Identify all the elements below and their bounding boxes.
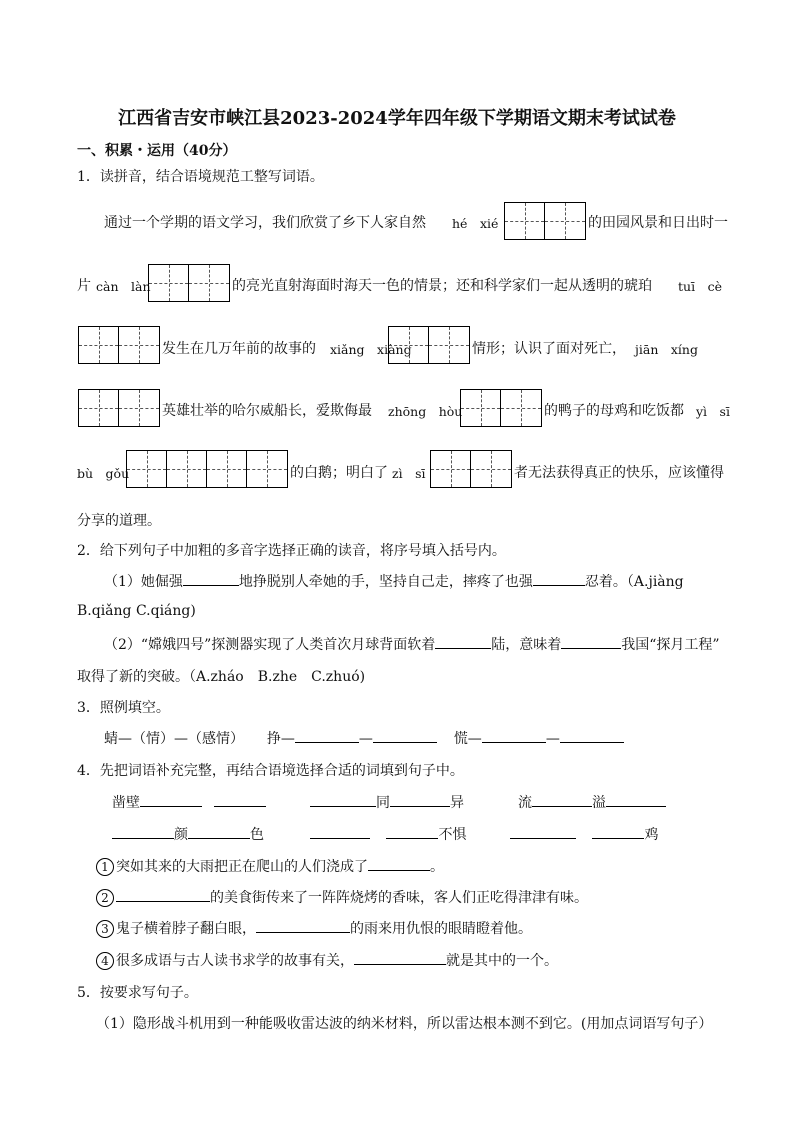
q4-i1-text: 突如其来的大雨把正在爬山的人们浇成了 <box>116 859 368 875</box>
q2-s2-part2: 陆，意味着 <box>491 637 562 653</box>
q1-line5-text-b: 者无法获得真正的快乐，应该懂得 <box>514 465 724 481</box>
pinyin-tuice: tuī cè <box>678 279 722 294</box>
q3-dash: — <box>545 731 560 747</box>
tianzige-box[interactable] <box>460 389 542 427</box>
answer-blank[interactable] <box>386 824 438 839</box>
q1-line4-text-b: 的鸭子的母鸡和吃饭都 <box>544 403 684 419</box>
answer-blank[interactable] <box>560 728 624 743</box>
pinyin-canlan: càn làn <box>96 279 151 294</box>
answer-blank[interactable] <box>532 792 592 807</box>
tianzige-box-4[interactable] <box>126 450 288 488</box>
q4-prompt: 4．先把词语补充完整，再结合语境选择合适的词填到句子中。 <box>77 763 464 779</box>
q4-i4-end: 就是其中的一个。 <box>446 953 558 969</box>
q4-w8: 不惧 <box>438 827 467 843</box>
tianzige-box[interactable] <box>78 326 160 364</box>
tianzige-box[interactable] <box>504 202 586 240</box>
q2-s1-part2: 地挣脱别人牵她的手，坚持自己走，摔疼了也强 <box>238 574 533 590</box>
q4-w2: 同 <box>376 795 390 811</box>
q1-line1-text: 通过一个学期的语文学习，我们欣赏了乡下人家自然 <box>104 215 426 231</box>
answer-blank[interactable] <box>295 728 359 743</box>
answer-blank[interactable] <box>116 887 210 902</box>
answer-blank[interactable] <box>188 824 250 839</box>
answer-blank[interactable] <box>310 824 370 839</box>
answer-blank[interactable] <box>354 950 446 965</box>
q4-word-4 <box>112 824 264 844</box>
pinyin-jianxing: jiān xíng <box>635 342 698 357</box>
q3-huang: 慌— <box>453 731 482 747</box>
q4-word-5 <box>310 824 466 844</box>
q4-i2-text: 的美食街传来了一阵阵烧烤的香味，客人们正吃得津津有味。 <box>210 890 588 906</box>
answer-blank[interactable] <box>183 571 239 586</box>
circled-number: 3 <box>96 920 114 938</box>
q1-line3-text-b: 情形；认识了面对死亡， <box>472 341 626 357</box>
answer-blank[interactable] <box>510 824 576 839</box>
q4-item-2 <box>96 887 588 907</box>
q4-item-4 <box>96 950 558 970</box>
q4-word-1 <box>112 792 266 812</box>
circled-number: 1 <box>96 858 114 876</box>
answer-blank[interactable] <box>112 824 174 839</box>
q4-w4: 流 <box>518 795 532 811</box>
q4-w9: 鸡 <box>644 827 659 843</box>
answer-blank[interactable] <box>214 792 266 807</box>
q2-sentence1 <box>104 571 684 591</box>
q4-w1: 凿壁 <box>112 795 140 811</box>
circled-number: 4 <box>96 952 114 970</box>
tianzige-box[interactable] <box>430 450 512 488</box>
circled-number: 2 <box>96 889 114 907</box>
answer-blank[interactable] <box>533 571 585 586</box>
q1-line5-text: 的白鹅；明白了 <box>290 465 388 481</box>
q3-prompt: 3．照例填空。 <box>77 700 170 716</box>
pinyin-zisi: zì sī <box>392 466 426 481</box>
q4-i4-text: 很多成语与古人读书求学的故事有关， <box>116 953 354 969</box>
q2-prompt: 2．给下列句子中加粗的多音字选择正确的读音，将序号填入括号内。 <box>77 543 506 559</box>
q4-i3-text: 鬼子横着脖子翻白眼， <box>116 921 256 937</box>
q5-sentence1: （1）隐形战斗机用到一种能吸收雷达波的纳米材料，所以雷达根本测不到它。(用加点词语写句子） <box>96 1016 713 1032</box>
answer-blank[interactable] <box>592 824 644 839</box>
answer-blank[interactable] <box>606 792 666 807</box>
q1-line2-text-b: 的亮光直射海面时海天一色的情景；还和科学家们一起从透明的琥珀 <box>232 278 652 294</box>
pinyin-hexie: hé xié <box>452 216 499 231</box>
answer-blank[interactable] <box>390 792 450 807</box>
q2-sentence1-options: B.qiǎng C.qiáng) <box>77 603 196 619</box>
q2-s1-part1: （1）她倔强 <box>104 574 183 590</box>
q4-w3: 异 <box>450 795 464 811</box>
q5-prompt: 5．按要求写句子。 <box>77 985 198 1001</box>
q2-s2-part1: （2）“嫦娥四号”探测器实现了人类首次月球背面软着 <box>104 637 436 653</box>
q4-word-6 <box>510 824 658 844</box>
pinyin-yisi: yì sī <box>696 404 730 419</box>
q3-row <box>104 728 624 748</box>
answer-blank[interactable] <box>482 728 546 743</box>
answer-blank[interactable] <box>140 792 202 807</box>
q3-example: 蜻—（情）—（感情） <box>104 731 244 747</box>
q4-w6: 颜 <box>174 827 188 843</box>
q4-item-3 <box>96 918 532 938</box>
q4-w5: 溢 <box>592 795 606 811</box>
q3-zheng: 挣— <box>266 731 295 747</box>
q1-prompt: 1．读拼音，结合语境规范工整写词语。 <box>77 169 324 185</box>
answer-blank[interactable] <box>373 728 437 743</box>
q1-line2-text: 片 <box>77 278 91 294</box>
tianzige-box[interactable] <box>388 326 470 364</box>
section-heading: 一、积累・运用（40分） <box>77 143 237 159</box>
q4-i3-end: 的雨来用仇恨的眼睛瞪着他。 <box>350 921 532 937</box>
q4-item-1 <box>96 856 444 876</box>
answer-blank[interactable] <box>435 634 491 649</box>
q2-s2-part3: 我国“探月工程” <box>621 637 720 653</box>
q4-i1-end: 。 <box>430 859 444 875</box>
q4-word-3 <box>518 792 666 812</box>
pinyin-zhonghou: zhōng hòu <box>388 404 463 419</box>
answer-blank[interactable] <box>561 634 621 649</box>
page-title: 江西省吉安市峡江县2023-2024学年四年级下学期语文期末考试试卷 <box>118 108 676 129</box>
q2-sentence2 <box>104 634 720 654</box>
pinyin-xiangxiang: xiǎng xiàng <box>330 342 412 357</box>
q1-line1-text-b: 的田园风景和日出时一 <box>588 215 728 231</box>
q4-word-2 <box>310 792 464 812</box>
tianzige-box[interactable] <box>78 389 160 427</box>
q2-sentence2-options: 取得了新的突破。（A.zháo B.zhe C.zhuó) <box>77 669 366 685</box>
q4-w7: 色 <box>250 827 264 843</box>
tianzige-box[interactable] <box>148 264 230 302</box>
answer-blank[interactable] <box>368 856 430 871</box>
q2-s1-part3: 忍着。（A.jiàng <box>584 574 684 590</box>
q1-line3-text: 发生在几万年前的故事的 <box>162 341 316 357</box>
q1-line4-text: 英雄壮举的哈尔威船长，爱欺侮最 <box>162 403 372 419</box>
q3-dash: — <box>358 731 373 747</box>
pinyin-bugou: bù gǒu <box>77 466 130 481</box>
answer-blank[interactable] <box>310 792 376 807</box>
q1-line6-text: 分享的道理。 <box>77 513 161 529</box>
answer-blank[interactable] <box>256 918 350 933</box>
